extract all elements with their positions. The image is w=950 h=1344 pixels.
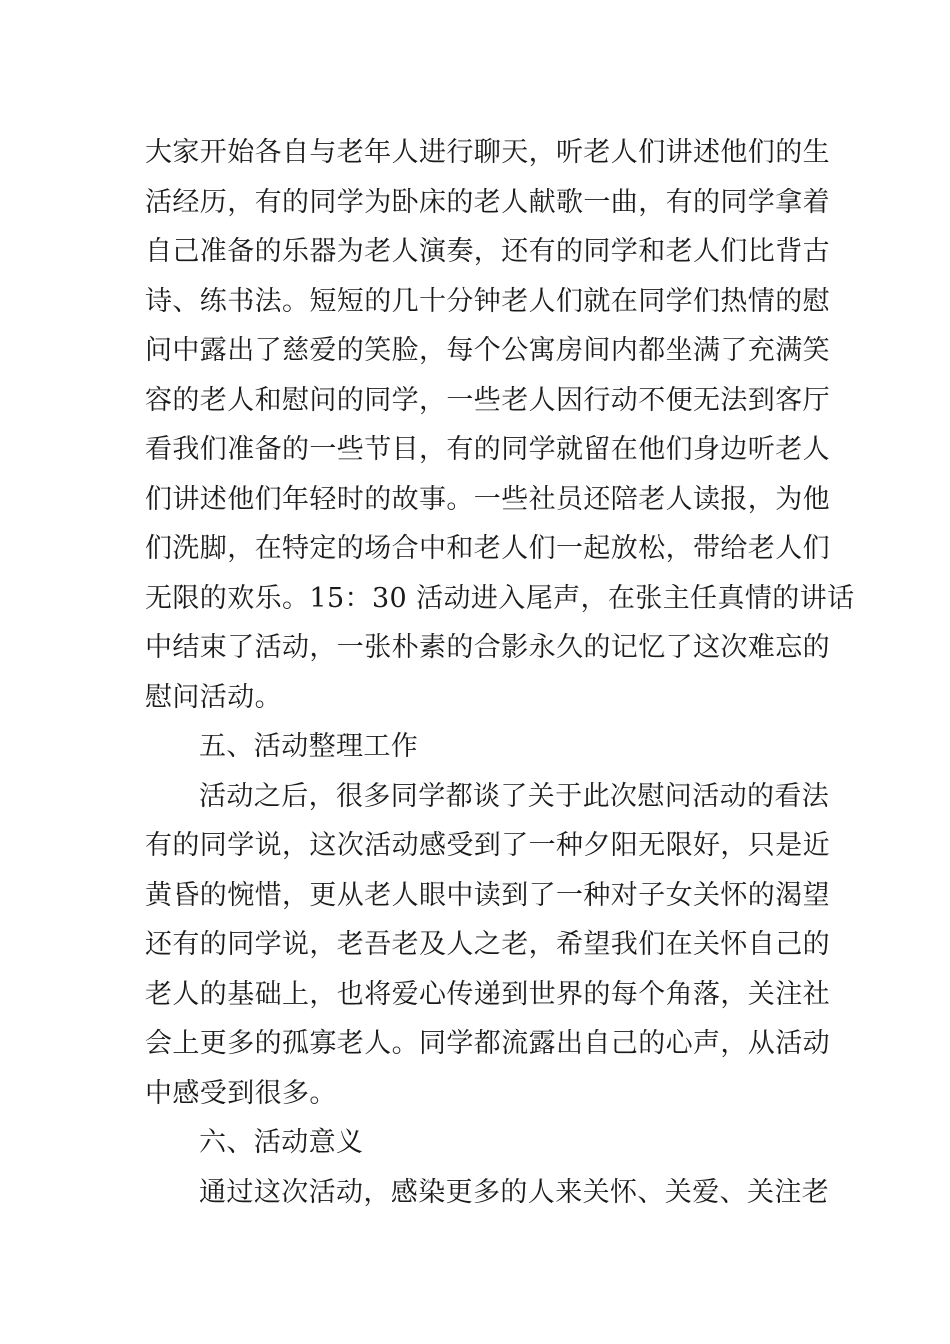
paragraph-first-line: 通过这次活动，感染更多的人来关怀、关爱、关注老 xyxy=(199,1176,830,1208)
section-heading-five: 五、活动整理工作 xyxy=(199,731,419,762)
document-body xyxy=(145,128,855,1217)
text-line: 们讲述他们年轻时的故事。一些社员还陪老人读报，为他 xyxy=(145,483,830,515)
text-line: 诗、练书法。短短的几十分钟老人们就在同学们热情的慰 xyxy=(145,285,830,317)
text-line: 还有的同学说，老吾老及人之老，希望我们在关怀自己的 xyxy=(145,929,830,960)
text-line: 看我们准备的一些节目，有的同学就留在他们身边听老人 xyxy=(145,434,830,465)
section-heading-six: 六、活动意义 xyxy=(199,1127,364,1158)
text-line: 活经历，有的同学为卧床的老人献歌一曲，有的同学拿着 xyxy=(145,186,830,218)
text-line: 无限的欢乐。15：30 活动进入尾声，在张主任真情的讲话 xyxy=(145,582,855,614)
text-line: 有的同学说，这次活动感受到了一种夕阳无限好，只是近 xyxy=(145,830,830,861)
text-line: 黄昏的惋惜，更从老人眼中读到了一种对子女关怀的渴望 xyxy=(145,879,830,911)
text-line: 中结束了活动，一张朴素的合影永久的记忆了这次难忘的 xyxy=(145,632,830,663)
text-line: 问中露出了慈爱的笑脸，每个公寓房间内都坐满了充满笑 xyxy=(145,335,830,366)
text-line: 大家开始各自与老年人进行聊天，听老人们讲述他们的生 xyxy=(145,137,830,168)
text-line: 容的老人和慰问的同学，一些老人因行动不便无法到客厅 xyxy=(145,384,830,416)
text-line: 慰问活动。 xyxy=(145,681,282,713)
text-line: 中感受到很多。 xyxy=(145,1077,337,1109)
text-line: 老人的基础上，也将爱心传递到世界的每个角落，关注社 xyxy=(145,978,830,1010)
text-line: 会上更多的孤寡老人。同学都流露出自己的心声，从活动 xyxy=(145,1028,830,1059)
text-line: 们洗脚，在特定的场合中和老人们一起放松，带给老人们 xyxy=(145,533,830,564)
text-line: 自己准备的乐器为老人演奏，还有的同学和老人们比背古 xyxy=(145,236,830,267)
paragraph-first-line: 活动之后，很多同学都谈了关于此次慰问活动的看法 xyxy=(199,780,830,812)
